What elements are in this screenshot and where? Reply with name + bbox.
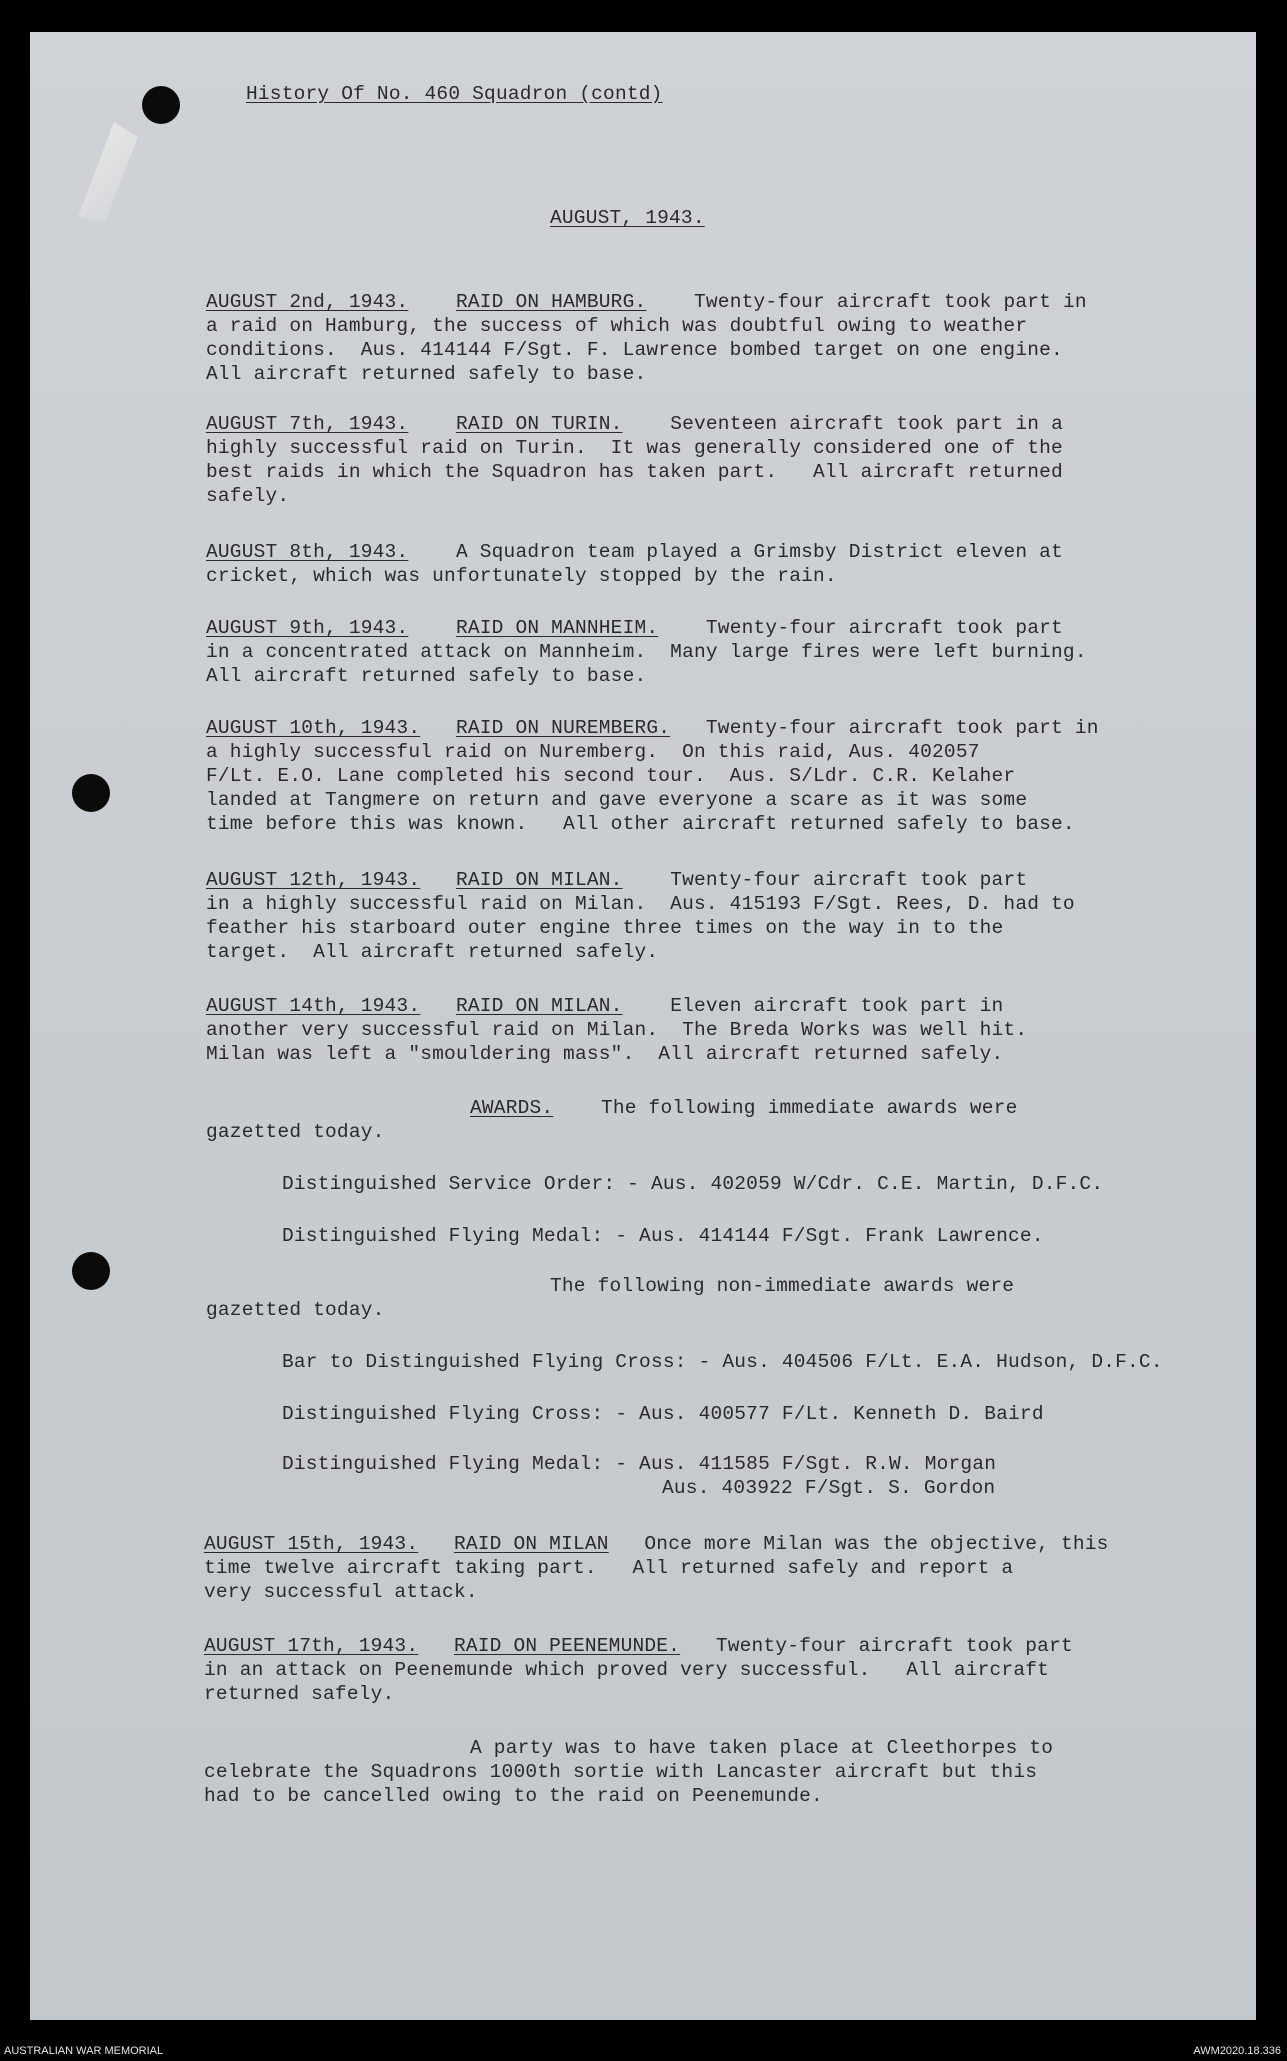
entry-line: All aircraft returned safely to base. bbox=[206, 665, 647, 687]
entry-line: in a concentrated attack on Mannheim. Many large fires were left burning. bbox=[206, 641, 1087, 663]
document-page bbox=[30, 32, 1256, 2020]
entry-first-line: AUGUST 2nd, 1943. RAID ON HAMBURG. Twenty-four aircraft took part in bbox=[206, 291, 1087, 313]
entry-title: RAID ON MANNHEIM. bbox=[455, 617, 659, 639]
entry-first-line: AUGUST 10th, 1943. RAID ON NUREMBERG. Twenty-four aircraft took part in bbox=[206, 717, 1099, 739]
entry-date: AUGUST 9th, 1943. bbox=[206, 617, 409, 639]
entry-line: in a highly successful raid on Milan. Aus. 415193 F/Sgt. Rees, D. had to bbox=[206, 893, 1075, 915]
entry-line: conditions. Aus. 414144 F/Sgt. F. Lawrence bombed target on one engine. bbox=[206, 339, 1063, 361]
entry-line: cricket, which was unfortunately stopped by the rain. bbox=[206, 565, 837, 587]
entry-first-line: AUGUST 12th, 1943. RAID ON MILAN. Twenty-four aircraft took part bbox=[206, 869, 1028, 891]
footer-credit: AUSTRALIAN WAR MEMORIAL bbox=[4, 2045, 164, 2057]
award-item: Distinguished Flying Cross: - Aus. 400577 F/Lt. Kenneth D. Baird bbox=[282, 1403, 1044, 1425]
entry-line: a highly successful raid on Nuremberg. On this raid, Aus. 402057 bbox=[206, 741, 980, 763]
entry-title: RAID ON MILAN bbox=[453, 1533, 609, 1555]
entry-title: RAID ON TURIN. bbox=[455, 413, 623, 435]
entry-line: very successful attack. bbox=[204, 1581, 478, 1603]
entry-line: in an attack on Peenemunde which proved very successful. All aircraft bbox=[204, 1659, 1050, 1681]
entry-line: highly successful raid on Turin. It was generally considered one of the bbox=[206, 437, 1063, 459]
entry-first-line: AUGUST 14th, 1943. RAID ON MILAN. Eleven aircraft took part in bbox=[206, 995, 1004, 1017]
entry-title: RAID ON HAMBURG. bbox=[455, 291, 647, 313]
entry-title: RAID ON PEENEMUNDE. bbox=[453, 1635, 681, 1657]
entry-line: time before this was known. All other aircraft returned safely to base. bbox=[206, 813, 1075, 835]
closing-line: had to be cancelled owing to the raid on Peenemunde. bbox=[204, 1785, 823, 1807]
entry-date: AUGUST 15th, 1943. bbox=[204, 1533, 419, 1555]
entry-first-line: AUGUST 8th, 1943. A Squadron team played a Grimsby District eleven at bbox=[206, 541, 1063, 563]
page-header: History Of No. 460 Squadron (contd) bbox=[246, 83, 663, 105]
entry-line: a raid on Hamburg, the success of which was doubtful owing to weather bbox=[206, 315, 1028, 337]
entry-date: AUGUST 14th, 1943. bbox=[206, 995, 421, 1017]
entry-date: AUGUST 10th, 1943. bbox=[206, 717, 421, 739]
entry-first-line: AUGUST 9th, 1943. RAID ON MANNHEIM. Twenty-four aircraft took part bbox=[206, 617, 1063, 639]
closing-line: celebrate the Squadrons 1000th sortie with Lancaster aircraft but this bbox=[204, 1761, 1038, 1783]
entry-line: time twelve aircraft taking part. All returned safely and report a bbox=[204, 1557, 1014, 1579]
entry-date: AUGUST 7th, 1943. bbox=[206, 413, 409, 435]
awards-line: The following non-immediate awards were bbox=[550, 1275, 1015, 1297]
footer-accession: AWM2020.18.336 bbox=[1193, 2045, 1281, 2057]
entry-line: F/Lt. E.O. Lane completed his second tour. Aus. S/Ldr. C.R. Kelaher bbox=[206, 765, 1016, 787]
entry-title: RAID ON MILAN. bbox=[455, 869, 623, 891]
closing-line: A party was to have taken place at Cleethorpes to bbox=[470, 1737, 1054, 1759]
award-item: Aus. 403922 F/Sgt. S. Gordon bbox=[662, 1477, 996, 1499]
entry-title: RAID ON MILAN. bbox=[455, 995, 623, 1017]
awards-heading-line: AWARDS. The following immediate awards were bbox=[470, 1097, 1018, 1119]
entry-title: RAID ON NUREMBERG. bbox=[455, 717, 671, 739]
entry-line: target. All aircraft returned safely. bbox=[206, 941, 659, 963]
entry-first-line: AUGUST 7th, 1943. RAID ON TURIN. Seventeen aircraft took part in a bbox=[206, 413, 1063, 435]
awards-line: gazetted today. bbox=[206, 1121, 385, 1143]
entry-line: feather his starboard outer engine three times on the way in to the bbox=[206, 917, 1004, 939]
award-item: Distinguished Flying Medal: - Aus. 414144 F/Sgt. Frank Lawrence. bbox=[282, 1225, 1044, 1247]
entry-line: returned safely. bbox=[204, 1683, 395, 1705]
entry-date: AUGUST 8th, 1943. bbox=[206, 541, 409, 563]
entry-line: All aircraft returned safely to base. bbox=[206, 363, 647, 385]
typed-text bbox=[30, 32, 1256, 2020]
entry-first-line: AUGUST 17th, 1943. RAID ON PEENEMUNDE. Twenty-four aircraft took part bbox=[204, 1635, 1073, 1657]
awards-title: AWARDS. bbox=[470, 1097, 554, 1119]
entry-line: safely. bbox=[206, 485, 290, 507]
entry-first-line: AUGUST 15th, 1943. RAID ON MILAN Once more Milan was the objective, this bbox=[204, 1533, 1109, 1555]
awards-line: gazetted today. bbox=[206, 1299, 385, 1321]
award-item: Bar to Distinguished Flying Cross: - Aus. 404506 F/Lt. E.A. Hudson, D.F.C. bbox=[282, 1351, 1163, 1373]
entry-date: AUGUST 2nd, 1943. bbox=[206, 291, 409, 313]
entry-date: AUGUST 17th, 1943. bbox=[204, 1635, 419, 1657]
entry-line: Milan was left a "smouldering mass". All aircraft returned safely. bbox=[206, 1043, 1004, 1065]
award-item: Distinguished Flying Medal: - Aus. 411585 F/Sgt. R.W. Morgan bbox=[282, 1453, 997, 1475]
entry-date: AUGUST 12th, 1943. bbox=[206, 869, 421, 891]
entry-line: another very successful raid on Milan. The Breda Works was well hit. bbox=[206, 1019, 1028, 1041]
award-item: Distinguished Service Order: - Aus. 402059 W/Cdr. C.E. Martin, D.F.C. bbox=[282, 1173, 1104, 1195]
entry-line: best raids in which the Squadron has taken part. All aircraft returned bbox=[206, 461, 1063, 483]
month-title: AUGUST, 1943. bbox=[550, 207, 705, 229]
entry-line: landed at Tangmere on return and gave everyone a scare as it was some bbox=[206, 789, 1028, 811]
